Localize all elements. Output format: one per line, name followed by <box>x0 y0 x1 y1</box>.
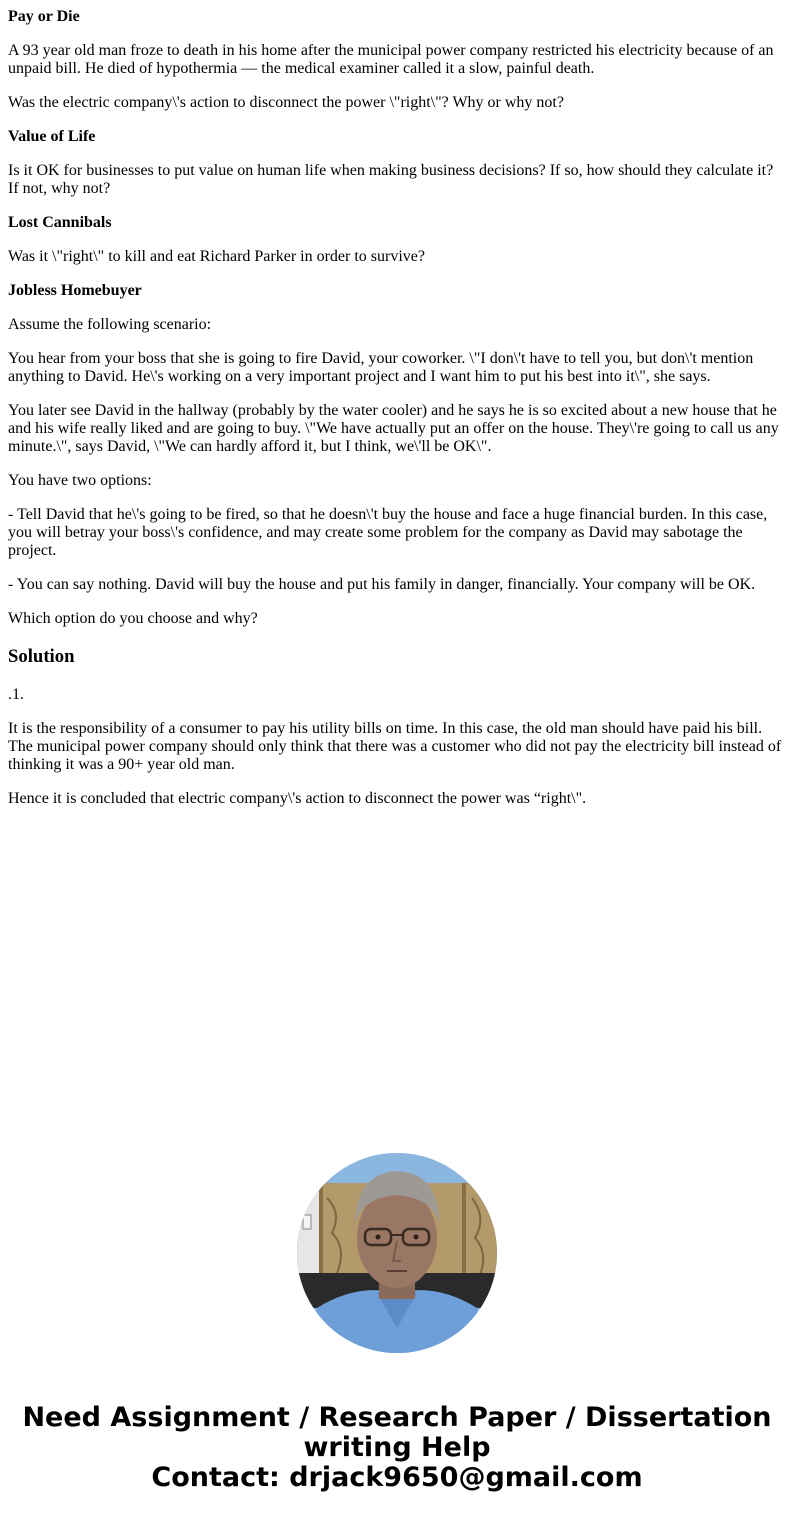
question-title: Value of Life <box>8 128 96 145</box>
contact-email: Contact: drjack9650@gmail.com <box>151 1462 643 1493</box>
document-body <box>8 8 786 824</box>
banner-line: Need Assignment / Research Paper / Dissertation <box>22 1402 772 1433</box>
question-paragraph: You have two options: <box>8 472 152 489</box>
question-paragraph: You later see David in the hallway (probably by the water cooler) and he says he is so excited about a new house that he and his wife really liked and are going to buy. \"We have actually put an offer on the house. They\'re going to call us any minute.\", says David, \"We can hardly afford it, but I think, we\'ll be OK\". <box>8 402 779 455</box>
banner-line: writing Help <box>303 1432 491 1463</box>
question-paragraph: Assume the following scenario: <box>8 316 212 333</box>
option-paragraph: - You can say nothing. David will buy the house and put his family in danger, financially. Your company will be OK. <box>8 576 756 593</box>
author-portrait-icon <box>297 1153 497 1353</box>
solution-paragraph: Hence it is concluded that electric company\'s action to disconnect the power was “right\". <box>8 790 587 807</box>
question-paragraph: Was it \"right\" to kill and eat Richard Parker in order to survive? <box>8 248 425 265</box>
question-paragraph: Was the electric company\'s action to disconnect the power \"right\"? Why or why not? <box>8 94 564 111</box>
contact-banner <box>0 1403 794 1493</box>
option-paragraph: - Tell David that he\'s going to be fired, so that he doesn\'t buy the house and face a huge financial burden. In this case, you will betray your boss\'s confidence, and may create some problem for the company as David may sabotage the project. <box>8 506 768 559</box>
author-avatar <box>297 1153 497 1353</box>
question-paragraph: A 93 year old man froze to death in his home after the municipal power company restricted his electricity because of an unpaid bill. He died of hypothermia — the medical examiner called it a slow, painful death. <box>8 42 774 77</box>
question-paragraph: Which option do you choose and why? <box>8 610 258 627</box>
solution-paragraph: It is the responsibility of a consumer to pay his utility bills on time. In this case, the old man should have paid his bill. The municipal power company should only think that there was a customer who did not pay the electricity bill instead of thinking it was a 90+ year old man. <box>8 720 782 773</box>
question-title: Lost Cannibals <box>8 214 112 231</box>
solution-paragraph: .1. <box>8 686 24 703</box>
solution-heading: Solution <box>8 646 75 667</box>
question-title: Pay or Die <box>8 8 80 25</box>
question-title: Jobless Homebuyer <box>8 282 142 299</box>
question-paragraph: You hear from your boss that she is going to fire David, your coworker. \"I don\'t have to tell you, but don\'t mention anything to David. He\'s working on a very important project and I want him to put his best into it\", she says. <box>8 350 754 385</box>
question-paragraph: Is it OK for businesses to put value on human life when making business decisions? If so, how should they calculate it? If not, why not? <box>8 162 774 197</box>
